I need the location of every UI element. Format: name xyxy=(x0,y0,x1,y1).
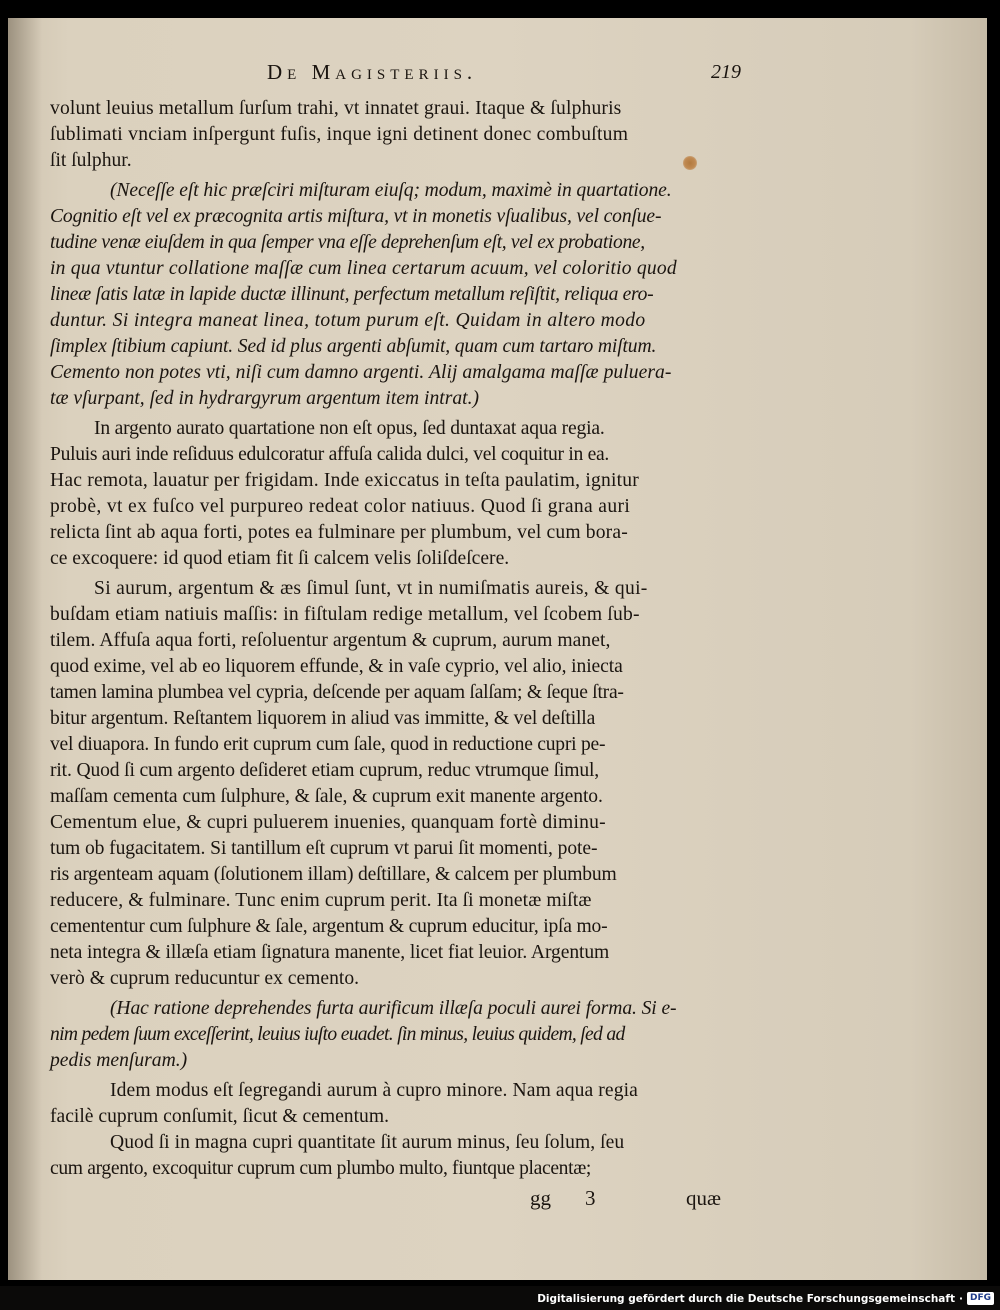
dfg-logo-icon: DFG xyxy=(967,1292,994,1305)
text-line: Puluis auri inde reſiduus edulcoratur affuſa calida dulci, vel coquitur in ea. xyxy=(50,444,609,465)
text-line: Quod ſi in magna cupri quantitate ſit aurum minus, ſeu ſolum, ſeu xyxy=(110,1132,625,1153)
catchword: quæ xyxy=(686,1186,722,1210)
text-line: Cemento non potes vti, niſi cum damno argenti. Alij amalgama maſſæ puluera- xyxy=(50,362,672,383)
credit-separator: · xyxy=(958,1292,963,1305)
text-line: probè, vt ex fuſco vel purpureo redeat color natiuus. Quod ſi grana auri xyxy=(50,496,631,517)
text-line: verò & cuprum reducuntur ex cemento. xyxy=(50,968,360,989)
text-line: lineæ ſatis latæ in lapide ductæ illinunt, perfectum metallum reſiſtit, reliqua ero- xyxy=(50,284,654,305)
text-line: tilem. Affuſa aqua forti, reſoluentur argentum & cuprum, aurum manet, xyxy=(50,630,611,651)
text-line: bitur argentum. Reſtantem liquorem in aliud vas immitte, & vel deſtilla xyxy=(50,708,596,729)
text-line: Si aurum, argentum & æs ſimul ſunt, vt in numiſmatis aureis, & qui- xyxy=(94,578,648,599)
spine-shadow xyxy=(10,18,42,1280)
text-line: ris argenteam aquam (ſolutionem illam) deſtillare, & calcem per plumbum xyxy=(50,864,617,885)
folio-number: 219 xyxy=(711,61,741,83)
signature-number: 3 xyxy=(585,1186,596,1210)
text-line: tum ob fugacitatem. Si tantillum eſt cuprum vt parui ſit momenti, pote- xyxy=(50,838,598,859)
text-line: neta integra & illæſa etiam ſignatura manente, licet fiat leuior. Argentum xyxy=(50,942,610,963)
text-line: In argento aurato quartatione non eſt opus, ſed duntaxat aqua regia. xyxy=(94,418,605,439)
text-line: facilè cuprum conſumit, ſicut & cementum. xyxy=(50,1106,389,1127)
text-line: cemententur cum ſulphure & ſale, argentum & cuprum educitur, ipſa mo- xyxy=(50,916,608,937)
text-line: maſſam cementa cum ſulphure, & ſale, & cuprum exit manente argento. xyxy=(50,786,603,807)
text-line: tudine venæ eiuſdem in qua ſemper vna eſſe deprehenſum eſt, vel ex probatione, xyxy=(50,232,645,253)
text-line: ſublimati vnciam inſpergunt fuſis, inque igni detinent donec combuſtum xyxy=(50,124,629,145)
text-line: buſdam etiam natiuis maſſis: in fiſtulam redige metallum, vel ſcobem ſub- xyxy=(50,604,640,625)
text-line: volunt leuius metallum ſurſum trahi, vt innatet graui. Itaque & ſulphuris xyxy=(50,98,622,119)
digitization-credit xyxy=(537,1292,994,1305)
text-line: relicta ſint ab aqua forti, potes ea fulminare per plumbum, vel cum bora- xyxy=(50,522,628,543)
text-line: ſimplex ſtibium capiunt. Sed id plus argenti abſumit, quam cum tartaro miſtum. xyxy=(50,336,657,357)
text-line: (Neceſſe eſt hic præſciri miſturam eiuſq; modum, maximè in quartatione. xyxy=(110,180,672,201)
signature-mark: gg xyxy=(530,1186,551,1210)
text-line: Cementum elue, & cupri puluerem inuenies, quanquam fortè diminu- xyxy=(50,812,606,833)
text-line: tamen lamina plumbea vel cypria, deſcende per aquam ſalſam; & ſeque ſtra- xyxy=(50,682,624,703)
book-page xyxy=(8,18,987,1280)
text-line: pedis menſuram.) xyxy=(50,1050,188,1071)
text-line: (Hac ratione deprehendes furta aurificum illæſa poculi aurei forma. Si e- xyxy=(110,998,677,1019)
text-line: vel diuapora. In fundo erit cuprum cum ſale, quod in reductione cupri pe- xyxy=(50,734,606,755)
text-line: ſit ſulphur. xyxy=(50,150,132,171)
foxing-stain xyxy=(683,156,697,170)
text-line: Idem modus eſt ſegregandi aurum à cupro minore. Nam aqua regia xyxy=(110,1080,638,1101)
text-line: Hac remota, lauatur per frigidam. Inde exiccatus in teſta paulatim, ignitur xyxy=(50,470,639,491)
text-line: cum argento, excoquitur cuprum cum plumbo multo, fiuntque placentæ; xyxy=(50,1158,592,1179)
text-line: nim pedem ſuum exceſſerint, leuius iuſto euadet. ſin minus, leuius quidem, ſed ad xyxy=(50,1024,625,1045)
text-line: Cognitio eſt vel ex præcognita artis miſtura, vt in monetis vſualibus, vel conſue- xyxy=(50,206,662,227)
text-line: in qua vtuntur collatione maſſæ cum linea certarum acuum, vel coloritio quod xyxy=(50,258,677,279)
text-line: tæ vſurpant, ſed in hydrargyrum argentum item intrat.) xyxy=(50,388,480,409)
text-line: duntur. Si integra maneat linea, totum purum eſt. Quidam in altero modo xyxy=(50,310,646,331)
text-line: ce excoquere: id quod etiam fit ſi calcem velis ſoliſdeſcere. xyxy=(50,548,510,569)
running-head: De Magisteriis. xyxy=(267,60,478,84)
text-line: reducere, & fulminare. Tunc enim cuprum perit. Ita ſi monetæ miſtæ xyxy=(50,890,592,911)
text-line: rit. Quod ſi cum argento deſideret etiam cuprum, reduc vtrumque ſimul, xyxy=(50,760,600,781)
credit-text: Digitalisierung gefördert durch die Deutsche Forschungsgemeinschaft xyxy=(537,1292,955,1305)
text-line: quod exime, vel ab eo liquorem effunde, & in vaſe cyprio, vel alio, iniecta xyxy=(50,656,623,677)
